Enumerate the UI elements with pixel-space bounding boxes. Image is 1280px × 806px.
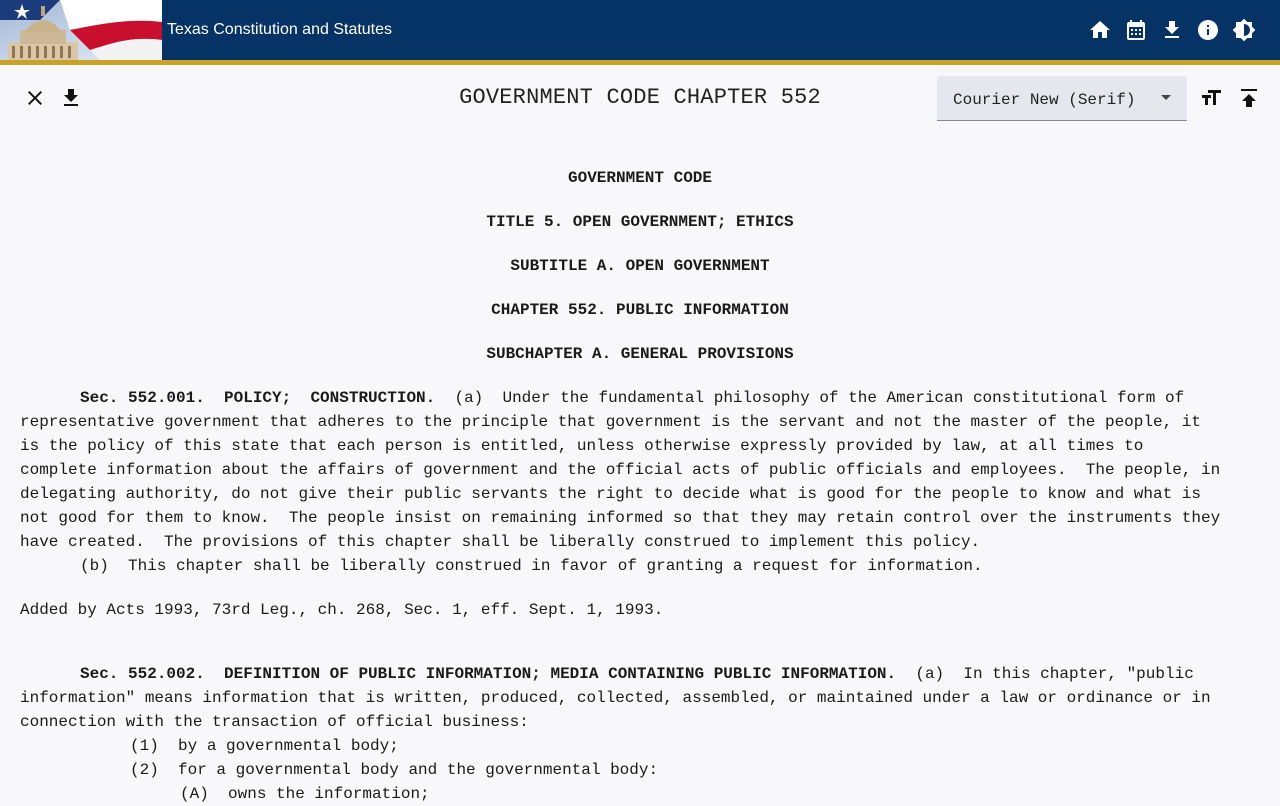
spacer [20,578,1260,598]
info-icon [1196,18,1220,42]
subsection-b: (b) This chapter shall be liberally construed in favor of granting a request for information. [80,557,983,575]
calendar-button[interactable] [1122,16,1150,44]
app-title: Texas Constitution and Statutes [167,21,393,38]
close-button[interactable] [22,85,48,111]
document-body [20,166,1260,806]
section-text-line: representative government that adheres to the principle that government is the servant and not the master of the people, it [20,413,1201,431]
section-text-line: complete information about the affairs of government and the official acts of public officials and employees. The people, in [20,461,1221,479]
heading-subchapter: SUBCHAPTER A. GENERAL PROVISIONS [486,345,794,363]
history-note: Added by Acts 1993, 73rd Leg., ch. 268, Sec. 1, eff. Sept. 1, 1993. [20,601,664,619]
section-text-line: information" means information that is written, produced, collected, assembled, or maintained under a law or ordinance or in [20,689,1211,707]
close-icon [23,86,47,110]
brightness-button[interactable] [1230,16,1258,44]
section-text: (a) In this chapter, "public [896,665,1194,683]
heading-code: GOVERNMENT CODE [567,169,713,187]
brightness-icon [1232,18,1256,42]
section-heading: Sec. 552.001. POLICY; CONSTRUCTION. [80,389,436,407]
spacer [20,622,1260,662]
section-text-line: connection with the transaction of official business: [20,713,529,731]
chevron-down-icon [1161,95,1171,100]
list-item: (1) by a governmental body; [130,737,399,755]
section-text: (a) Under the fundamental philosophy of the American constitutional form of [435,389,1185,407]
download-button[interactable] [1158,16,1186,44]
home-button[interactable] [1086,16,1114,44]
text-size-button[interactable] [1198,85,1224,111]
info-button[interactable] [1194,16,1222,44]
download-document-button[interactable] [58,85,84,111]
texas-capitol-logo[interactable] [0,0,162,60]
section-text-line: have created. The provisions of this chapter shall be liberally construed to implement this policy. [20,533,981,551]
list-item: (A) owns the information; [180,785,430,803]
heading-title: TITLE 5. OPEN GOVERNMENT; ETHICS [486,213,794,231]
section-552-002-first-line [20,662,1260,686]
font-select[interactable] [937,76,1187,121]
section-heading: Sec. 552.002. DEFINITION OF PUBLIC INFORMATION; MEDIA CONTAINING PUBLIC INFORMATION. [80,665,897,683]
heading-subtitle: SUBTITLE A. OPEN GOVERNMENT [510,257,770,275]
section-text-line: is the policy of this state that each person is entitled, unless otherwise expressly provided by law, at all times to [20,437,1144,455]
app-bar [0,0,1280,60]
text-size-icon [1199,86,1223,110]
home-icon [1088,18,1112,42]
download-icon [59,86,83,110]
list-item: (2) for a governmental body and the governmental body: [130,761,659,779]
document-title: GOVERNMENT CODE CHAPTER 552 [459,85,821,110]
download-icon [1160,18,1184,42]
section-text-line: not good for them to know. The people insist on remaining informed so that they may retain control over the instruments they [20,509,1221,527]
scroll-top-button[interactable] [1236,85,1262,111]
section-552-001-first-line [20,386,1260,410]
section-text-line: delegating authority, do not give their public servants the right to decide what is good for the people to know and what is [20,485,1201,503]
heading-chapter: CHAPTER 552. PUBLIC INFORMATION [491,301,789,319]
document-toolbar [0,65,1280,129]
scroll-top-icon [1237,86,1261,110]
calendar-icon [1124,18,1148,42]
font-select-value: Courier New (Serif) [953,91,1136,109]
